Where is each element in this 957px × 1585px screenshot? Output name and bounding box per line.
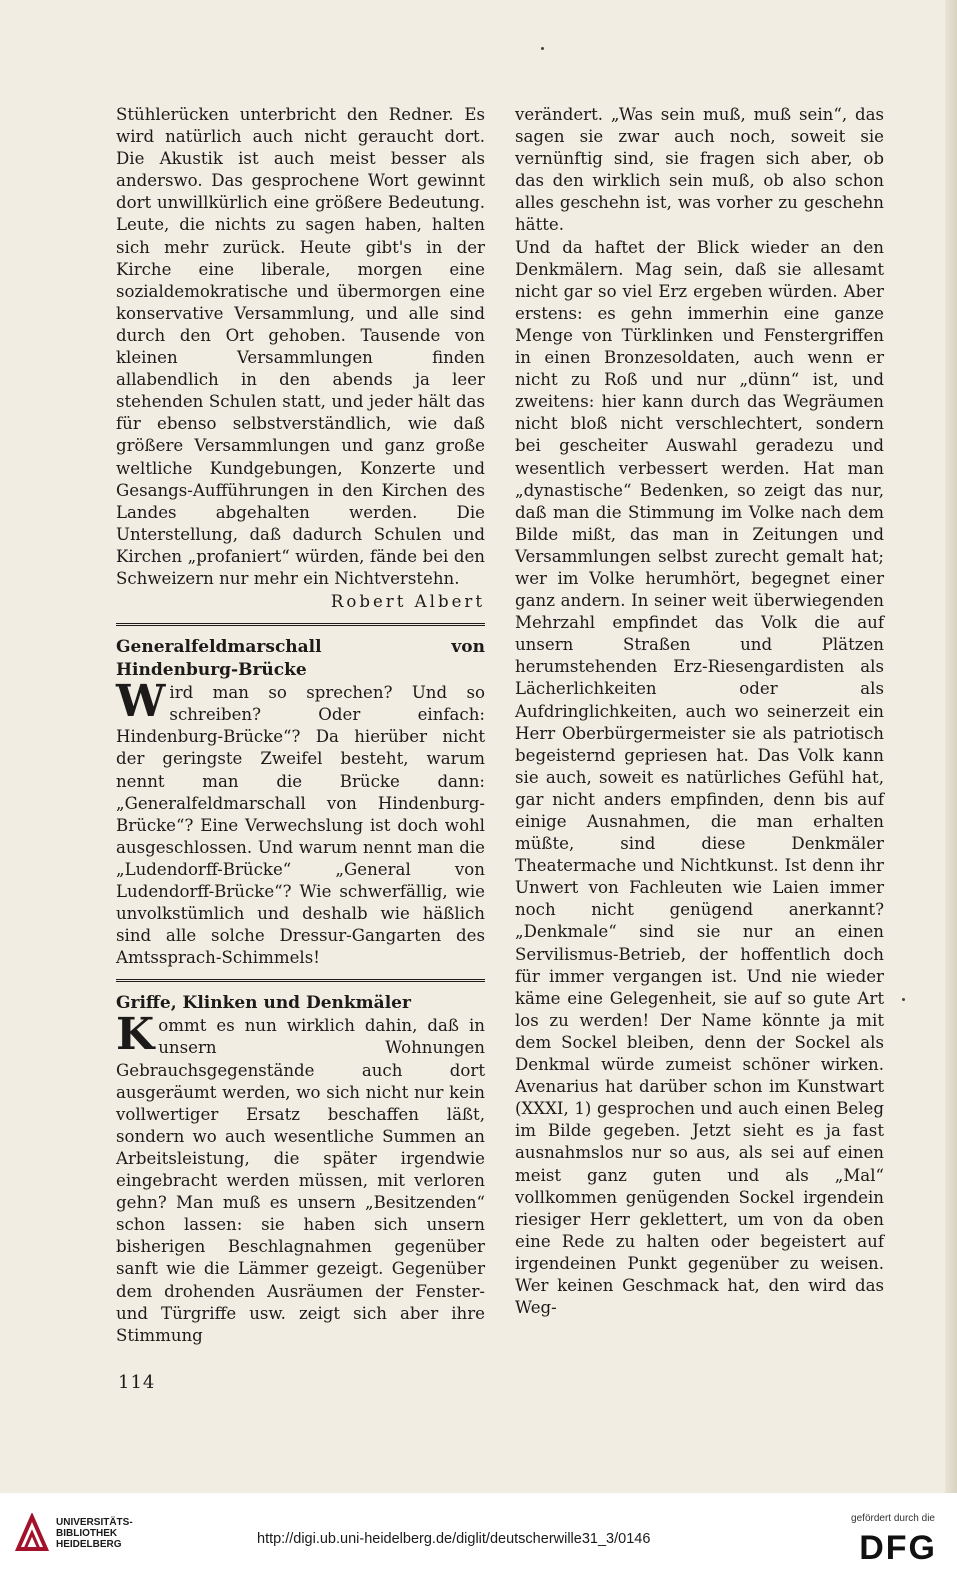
document-url-link[interactable]: http://digi.ub.uni-heidelberg.de/diglit/deutscherwille31_3/0146 xyxy=(257,1531,651,1547)
page-number: 114 xyxy=(118,1372,156,1393)
left-column xyxy=(116,104,485,1347)
funded-by-label: gefördert durch die xyxy=(851,1513,935,1524)
section-divider xyxy=(116,979,485,984)
dfg-logo: DFG xyxy=(859,1529,937,1567)
intro-signature: Robert Albert xyxy=(330,592,485,612)
article-body-hindenburg: Wird man so sprechen? Und so schreiben? Oder einfach: Hindenburg-Brücke“? Da hierüber nicht der geringste Zweifel besteht, warum nennt man die Brücke dann: „Generalfeldmarschall von Hindenburg-Brücke“? Eine Verwechslung ist doch wohl ausgeschlossen. Und warum nennt man die „Ludendorff-Brücke“ „General von Ludendorff-Brücke“? Wie schwerfällig, wie unvolkstümlich und deshalb wie häßlich sind alle solche Dressur-Gangarten des Amtssprach-Schimmels! xyxy=(116,676,485,968)
intro-paragraph: Stühlerücken unterbricht den Redner. Es wird natürlich auch nicht geraucht dort. Die Akustik ist auch meist besser als anderswo. Das gesprochene Wort gewinnt dort unwillkürlich eine größere Bedeutung. Leute, die nichts zu sagen haben, halten sich mehr zurück. Heute gibt's in der Kirche eine liberale, morgen eine sozialdemokratische und übermorgen eine konservative Versammlung, und alle sind durch den Ort gehoben. Tausende von kleinen Versammlungen finden allabendlich in den abends ja leer stehenden Schulen statt, und jeder hält das für ebenso selbstverständlich, wie daß größere Versammlungen und ganz große weltliche Kundgebungen, Konzerte und Gesangs-Aufführungen in den Kirchen des Landes abgehalten werden. Die Unterstellung, daß dadurch Schulen und Kirchen „profaniert“ würden, fände bei den Schweizern nur mehr ein Nichtverstehn. xyxy=(116,105,485,588)
library-name: UNIVERSITÄTS- BIBLIOTHEK HEIDELBERG xyxy=(56,1517,133,1550)
university-library-logo-icon xyxy=(14,1513,50,1553)
article-body-griffe: Kommt es nun wirklich dahin, daß in unsern Wohnungen Gebrauchsgegenstände auch dort ausgeräumt werden, wo sich nicht nur kein vollwertiger Ersatz beschaffen läßt, sondern wo auch wesentliche Summen an Arbeitsleistung, die später irgendwie eingebracht werden müssen, mit verloren gehn? Man muß es unsern „Besitzenden“ schon lassen: sie haben sich unsern bisherigen Beschlagnahmen gegenüber sanft wie die Lämmer gezeigt. Gegenüber dem drohenden Ausräumen der Fenster- und Türgriffe usw. zeigt sich aber ihre Stimmung xyxy=(116,1009,485,1345)
digitization-footer xyxy=(0,1493,957,1585)
denkmaeler-paragraph: Und da haftet der Blick wieder an den Denkmälern. Mag sein, daß sie allesamt nicht gar so viel Erz ergeben würden. Aber erstens: es gehn immerhin eine ganze Menge von Türklinken und Fenstergriffen in einen Bronzesoldaten, auch wenn er nicht zu Roß und nur „dünn“ ist, und zweitens: hier kann durch das Wegräumen nicht bloß nicht verschlechtert, sondern bei gescheiter Auswahl geradezu und wesentlich verbessert werden. Hat man „dynastische“ Bedenken, so zeigt das nur, daß man die Stimmung im Volke nach dem Bilde mißt, das man in Zeitungen und Versammlungen selbst zurecht gemalt hat; wer im Volke herumhört, begegnet einer ganz andern. In seiner weit überwiegenden Mehrzahl empfindet das Volk die auf unsern Straßen und Plätzen herumstehenden Erz-Riesengardisten als Lächerlichkeiten oder als Aufdringlichkeiten, auch wo seinerzeit ein Herr Oberbürgermeister sie als patriotisch begeisternd gepriesen hat. Das Volk kann sie auch, soweit es natürliches Gefühl hat, gar nicht anders empfinden, denn bis auf einige Ausnahmen, die man erhalten müßte, sind diese Denkmäler Theatermache und Nichtkunst. Ist denn ihr Unwert von Fachleuten wie Laien immer noch nicht genügend anerkannt? „Denkmale“ sind sie nur an einen Servilismus-Betrieb, der hoffentlich doch für immer vergangen ist. Und nie wieder käme eine Gelegenheit, sie auf so gute Art los zu werden! Der Name könnte ja mit dem Sockel bleiben, denn der Sockel als Denkmal würde zumeist schöner wirken. Avenarius hat darüber schon im Kunstwart (XXXI, 1) gesprochen und auch einen Beleg im Bilde gegeben. Jetzt sieht es ja fast ausnahmslos nur so aus, als sei auf einen meist ganz guten und als „Mal“ vollkommen genügenden Sockel irgendein riesiger Herr geklettert, um von da oben eine Rede zu halten oder begeistert auf irgendeinen Punkt gegenüber zu weisen. Wer keinen Geschmack hat, den wird das Weg- xyxy=(515,237,884,1318)
article-heading-griffe: Griffe, Klinken und Denkmäler xyxy=(116,993,411,1014)
article-heading-hindenburg: Generalfeldmarschall von Hindenburg-Brücke xyxy=(116,637,485,681)
section-divider xyxy=(116,623,485,628)
right-column xyxy=(515,104,884,1319)
paper-speck xyxy=(902,998,905,1001)
paper-speck xyxy=(541,47,544,50)
page-edge-shadow xyxy=(945,0,957,1500)
continuation-paragraph: verändert. „Was sein muß, muß sein“, das sagen sie zwar auch noch, soweit sie vernünftig sind, sie fragen sich aber, ob das den wirklich sein muß, ob also schon alles geschehn ist, was vorher zu geschehn hätte. xyxy=(515,105,884,235)
